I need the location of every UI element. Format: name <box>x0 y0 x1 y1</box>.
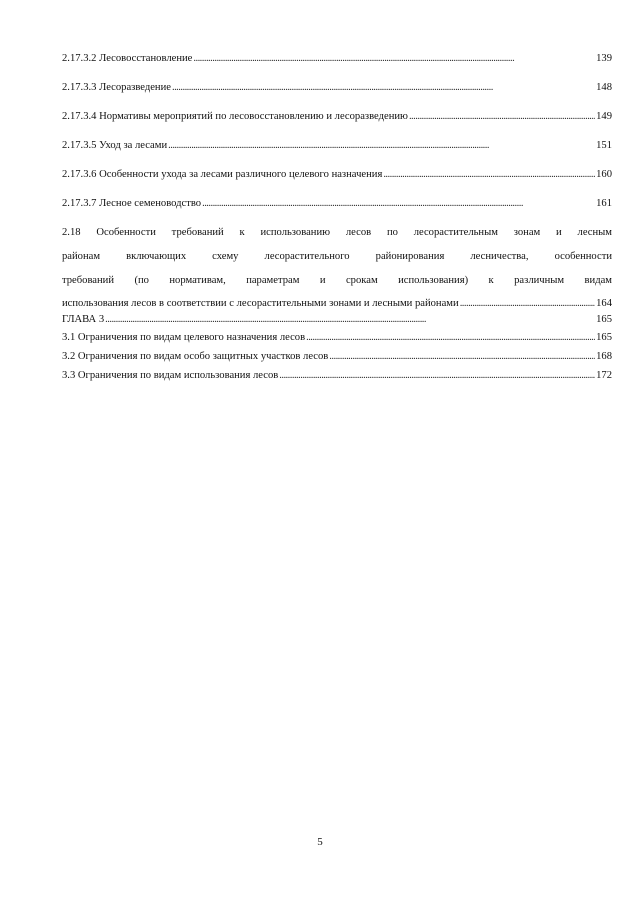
page-number: 5 <box>317 836 323 848</box>
toc-entry-title: 2.17.3.3 Лесоразведение <box>62 82 171 93</box>
toc-entry-title: 2.17.3.2 Лесовосстановление <box>62 53 193 64</box>
toc-entry-page: 151 <box>596 140 612 151</box>
toc-entry-title: 2.17.3.7 Лесное семеноводство <box>62 198 202 209</box>
toc-entry-page: 168 <box>596 351 612 362</box>
toc-leader-dots <box>105 313 595 326</box>
toc-entry[interactable] <box>62 369 612 382</box>
toc-leader-dots <box>383 168 595 181</box>
toc-leader-dots <box>193 52 595 65</box>
toc-entry[interactable] <box>62 313 612 326</box>
toc-entry-title: 2.17.3.6 Особенности ухода за лесами различного целевого назначения <box>62 169 383 180</box>
toc-entry-title: 3.2 Ограничения по видам особо защитных участков лесов <box>62 351 329 362</box>
toc-entry-page: 161 <box>596 198 612 209</box>
toc-entry[interactable] <box>62 52 612 65</box>
table-of-contents <box>62 52 612 382</box>
toc-entry-title-line: 2.18 Особенности требований к использованию лесов по лесорастительным зонам и лесным <box>62 227 612 238</box>
toc-entry-page: 172 <box>596 370 612 381</box>
toc-entry-page: 165 <box>596 332 612 343</box>
toc-entry-page: 149 <box>596 111 612 122</box>
toc-entry-title: 3.1 Ограничения по видам целевого назначения лесов <box>62 332 306 343</box>
toc-entry-title-line: районам включающих схему лесорастительного районирования лесничества, особенности <box>62 251 612 262</box>
toc-leader-dots <box>409 110 595 123</box>
toc-leader-dots <box>329 350 595 363</box>
toc-entry-title-line: использования лесов в соответствии с лесорастительными зонами и лесными районами <box>62 298 459 309</box>
toc-entry-page: 165 <box>596 314 612 325</box>
toc-entry-title: 2.17.3.5 Уход за лесами <box>62 140 168 151</box>
toc-entry-page: 164 <box>596 298 612 309</box>
toc-leader-dots <box>279 369 595 382</box>
toc-entry[interactable] <box>62 81 612 94</box>
toc-entry-title: 2.17.3.4 Нормативы мероприятий по лесовосстановлению и лесоразведению <box>62 111 408 122</box>
toc-entry-last-line <box>62 296 612 311</box>
toc-entry-page: 148 <box>596 82 612 93</box>
toc-entry[interactable] <box>62 139 612 152</box>
toc-entry-page: 139 <box>596 53 612 64</box>
toc-entry[interactable] <box>62 110 612 123</box>
toc-entry-title: 3.3 Ограничения по видам использования лесов <box>62 370 279 381</box>
toc-entry[interactable] <box>62 350 612 363</box>
toc-leader-dots <box>168 139 595 152</box>
toc-leader-dots <box>202 197 595 210</box>
toc-leader-dots <box>460 296 595 311</box>
toc-entry-multiline[interactable] <box>62 221 612 311</box>
toc-entry-title: ГЛАВА 3 <box>62 314 105 325</box>
toc-entry-title-line: требований (по нормативам, параметрам и срокам использования) к различным видам <box>62 275 612 286</box>
toc-entry[interactable] <box>62 197 612 210</box>
toc-leader-dots <box>306 331 595 344</box>
toc-entry[interactable] <box>62 168 612 181</box>
toc-leader-dots <box>172 81 595 94</box>
toc-entry-page: 160 <box>596 169 612 180</box>
toc-entry[interactable] <box>62 331 612 344</box>
